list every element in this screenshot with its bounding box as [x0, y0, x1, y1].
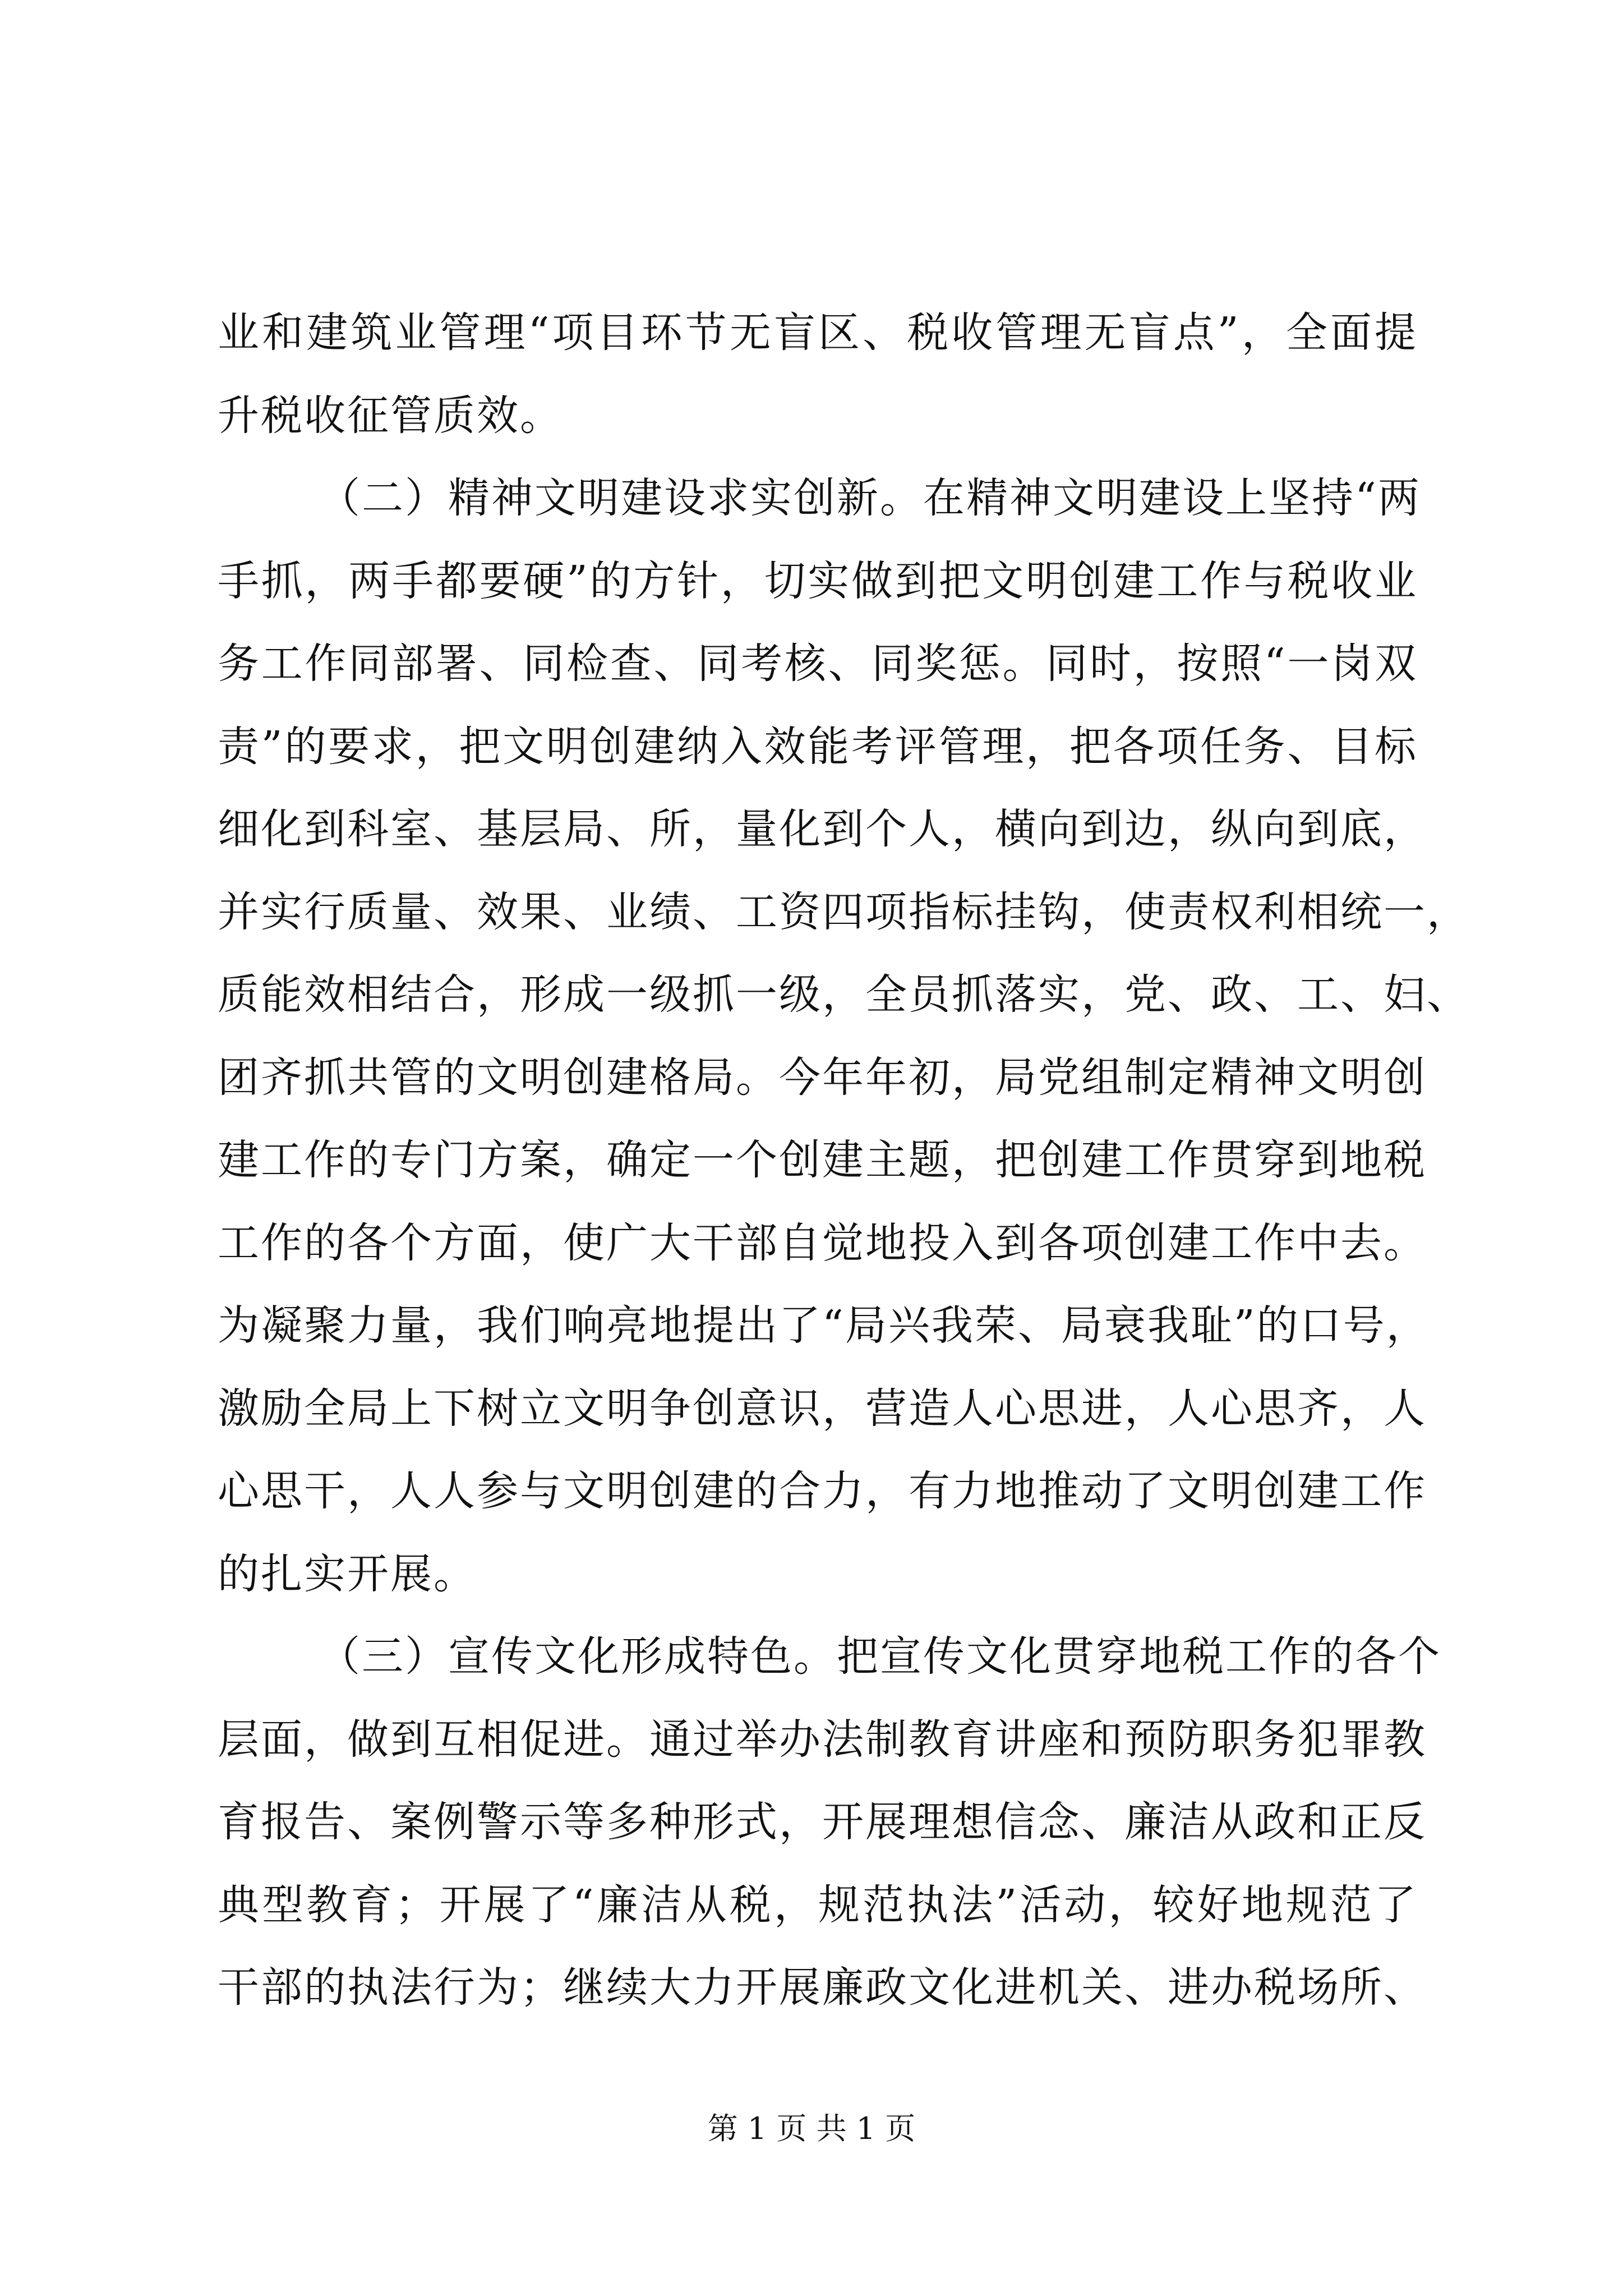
text-line: 典型教育；开展了“廉洁从税，规范执法”活动，较好地规范了: [218, 1880, 1418, 1929]
text-line: 建工作的专门方案，确定一个创建主题，把创建工作贯穿到地税: [218, 1136, 1427, 1184]
text-line: 激励全局上下树立文明争创意识，营造人心思进，人心思齐，人: [218, 1384, 1427, 1433]
text-line: 业和建筑业管理“项目环节无盲区、税收管理无盲点”，全面提: [218, 309, 1418, 357]
section-heading-line: （二）精神文明建设求实创新。在精神文明建设上坚持“两: [319, 474, 1421, 522]
text-line: 干部的执法行为；继续大力开展廉政文化进机关、进办税场所、: [218, 1963, 1427, 2012]
text-line: 心思干，人人参与文明创建的合力，有力地推动了文明创建工作: [218, 1467, 1427, 1515]
text-line: 团齐抓共管的文明创建格局。今年年初，局党组制定精神文明创: [218, 1053, 1427, 1102]
body-text: [218, 292, 1470, 2030]
text-line: 育报告、案例警示等多种形式，开展理想信念、廉洁从政和正反: [218, 1798, 1427, 1846]
text-line: 质能效相结合，形成一级抓一级，全员抓落实，党、政、工、妇、: [218, 970, 1470, 1019]
text-line: 细化到科室、基层局、所，量化到个人，横向到边，纵向到底，: [218, 805, 1427, 853]
page-footer: 第 1 页 共 1 页: [707, 2111, 916, 2146]
text-line: 责”的要求，把文明创建纳入效能考评管理，把各项任务、目标: [218, 722, 1418, 771]
text-line: 并实行质量、效果、业绩、工资四项指标挂钩，使责权利相统一，: [218, 887, 1470, 936]
text-line: 升税收征管质效。: [218, 391, 563, 440]
text-line: 手抓，两手都要硬”的方针，切实做到把文明创建工作与税收业: [218, 556, 1418, 605]
text-line: 为凝聚力量，我们响亮地提出了“局兴我荣、局衰我耻”的口号，: [218, 1301, 1430, 1350]
text-line: 工作的各个方面，使广大干部自觉地投入到各项创建工作中去。: [218, 1218, 1427, 1267]
text-line: 的扎实开展。: [218, 1549, 477, 1598]
section-heading-line: （三）宣传文化形成特色。把宣传文化贯穿地税工作的各个: [319, 1632, 1441, 1681]
text-line: 层面，做到互相促进。通过举办法制教育讲座和预防职务犯罪教: [218, 1715, 1427, 1764]
text-line: 务工作同部署、同检查、同考核、同奖惩。同时，按照“一岗双: [218, 639, 1418, 688]
